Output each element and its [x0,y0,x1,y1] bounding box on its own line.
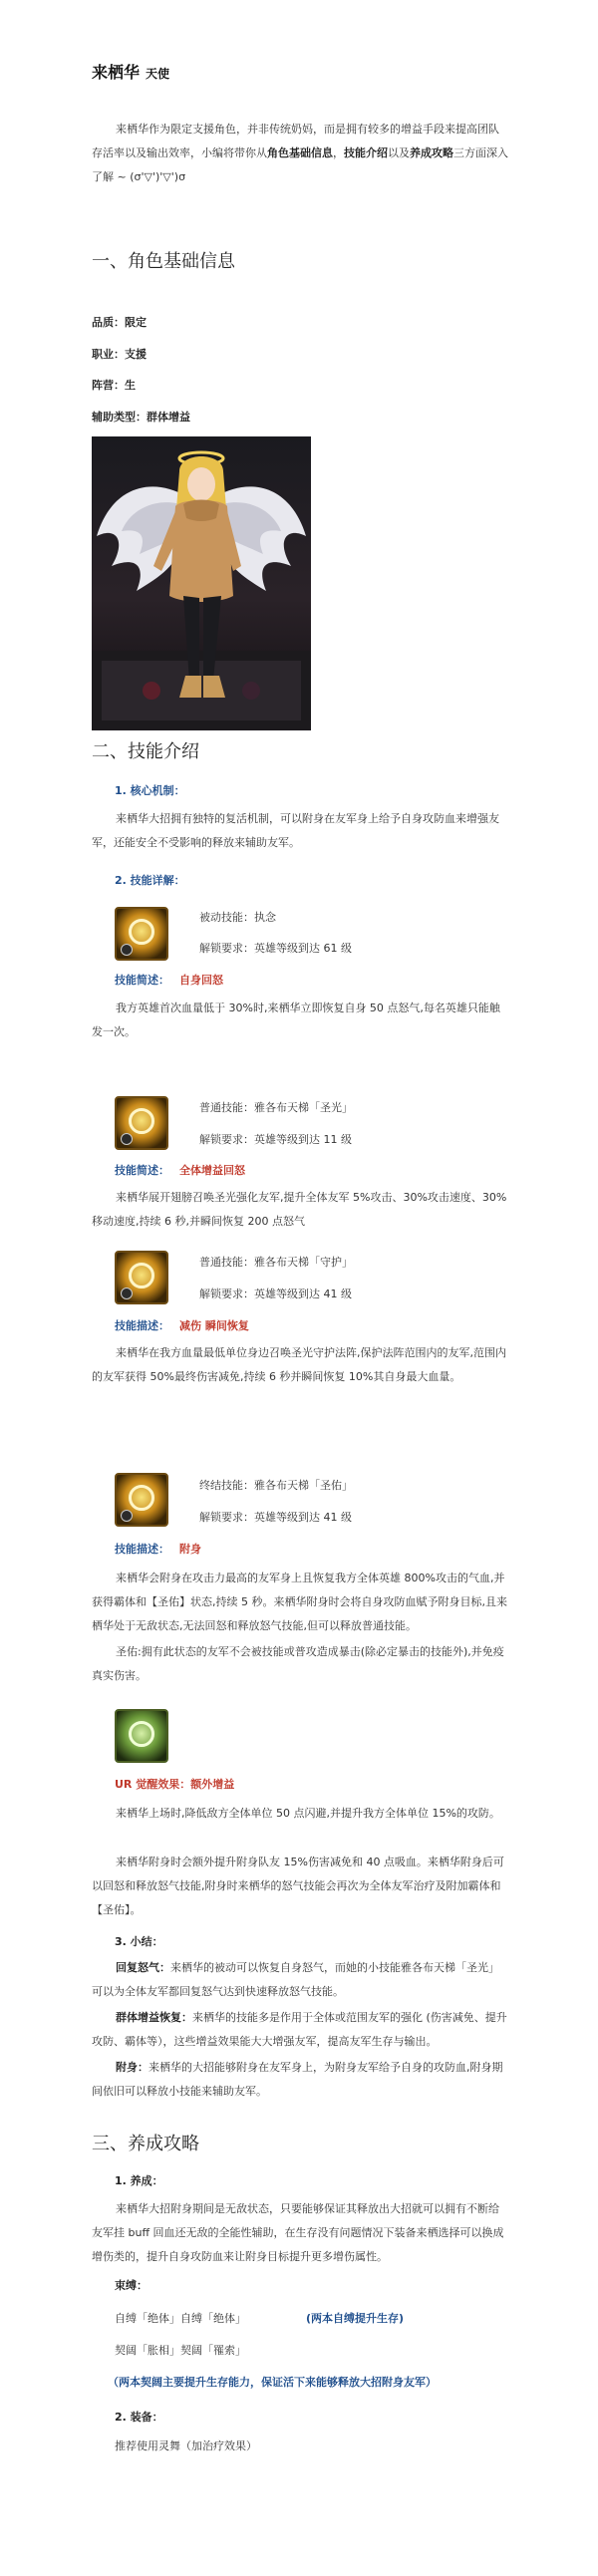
equipment-title: 2. 装备： [115,2411,163,2424]
section-heading-basic: 一、角色基础信息 [92,251,235,272]
intro-text: 来栖华作为限定支援角色，并非传统奶妈，而是拥有较多的增益手段来提高团队存活率以及输出效率，小编将带你从 [92,123,499,159]
intro-sep: 以及 [388,146,410,159]
title-sub: 天使 [146,67,170,81]
guide-cultivate-text: 来栖华大招附身期间是无敌状态，只要能够保证其释放出大招就可以拥有不断给友军挂 buff 回血还无敌的全能性辅助，在生存没有问题情况下装备来栖选择可以换成增伤类的，提升自身攻防血来让附身目标提升更多增伤属性。 [92,2202,504,2263]
ur-awakening-text-2: 来栖华附身时会额外提升附身队友 15%伤害减免和 40 点吸血。来栖华附身后可以回怒和释放怒气技能,附身时来栖华的怒气技能会再次为全体友军治疗及附加霸体和【圣佑】。 [92,1856,504,1916]
meta-support-type: 辅助类型：群体增益 [92,411,190,424]
passive-skill-name: 被动技能：执念 [199,911,276,924]
summary-item-possess: 附身：来栖华的大招能够附身在友军身上，为附身友军给予自身的攻防血,附身期间依旧可以释放小技能来辅助友军。 [92,2061,503,2098]
intro-keyword-basic: 角色基础信息 [267,146,333,159]
normal-skill-1-requirement: 解锁要求：英雄等级到达 11 级 [199,1133,352,1146]
page-title [92,60,169,83]
meta-quality: 品质：限定 [92,316,147,329]
angel-character-illustration [92,436,311,730]
ultimate-skill-name: 终结技能：雅各布天梯「圣佑」 [199,1479,353,1492]
passive-skill-text: 我方英雄首次血量低于 30%时,来栖华立即恢复自身 50 点怒气,每名英雄只能触发一次。 [92,1002,500,1038]
summary-item-anger: 回复怒气：来栖华的被动可以恢复自身怒气，而她的小技能雅各布天梯「圣光」可以为全体友军都回复怒气达到快速释放怒气技能。 [92,1961,499,1998]
skill-detail-title: 2. 技能详解： [115,874,185,887]
normal-skill-1-name: 普通技能：雅各布天梯「圣光」 [199,1101,353,1114]
meta-class: 职业：支援 [92,348,147,361]
ultimate-skill-text-1: 来栖华会附身在攻击力最高的友军身上且恢复我方全体英雄 800%攻击的气血,并获得霸体和【圣佑】状态,持续 5 秒。来栖华附身时会将自身攻防血赋予附身目标,且来栖华处于无敌状态,无法回怒和释放怒气技能,但可以释放普通技能。 [92,1572,507,1632]
core-mechanism-text: 来栖华大招拥有独特的复活机制，可以附身在友军身上给予自身攻防血来增强友军，还能安全不受影响的释放来辅助友军。 [92,812,499,849]
section-heading-skills: 二、技能介绍 [92,741,199,762]
normal-skill-1-brief: 技能简述： 全体增益回怒 [115,1164,245,1177]
ur-awakening-icon [115,1709,168,1763]
meta-faction: 阵营：生 [92,379,136,392]
passive-skill-requirement: 解锁要求：英雄等级到达 61 级 [199,942,352,955]
passive-skill-brief: 技能简述： 自身回怒 [115,974,223,987]
summary-title: 3. 小结： [115,1935,163,1948]
core-mechanism-title: 1. 核心机制： [115,784,185,797]
bond-title: 束缚： [115,2279,148,2292]
ur-awakening-brief: UR 觉醒效果：额外增益 [115,1778,235,1791]
summary-item-buff: 群体增益恢复：来栖华的技能多是作用于全体或范围友军的强化 (伤害减免、提升攻防、霸体等），这些增益效果能大大增强友军，提高友军生存与输出。 [92,2011,507,2048]
character-portrait [92,436,311,730]
bond-note: （两本契阔主要提升生存能力，保证活下来能够释放大招附身友军） [108,2376,437,2389]
ur-awakening-text-1: 来栖华上场时,降低敌方全体单位 50 点闪避,并提升我方全体单位 15%的攻防。 [116,1807,500,1820]
normal-skill-1-text: 来栖华展开翅膀召唤圣光强化友军,提升全体友军 5%攻击、30%攻击速度、30%移动速度,持续 6 秒,并瞬间恢复 200 点怒气 [92,1191,507,1228]
normal-skill-2-name: 普通技能：雅各布天梯「守护」 [199,1256,353,1269]
ultimate-skill-requirement: 解锁要求：英雄等级到达 41 级 [199,1511,352,1524]
section-heading-guide: 三、养成攻略 [92,2134,199,2154]
title-main: 来栖华 [92,63,141,82]
normal-skill-2-brief: 技能描述： 减伤 瞬间恢复 [115,1319,249,1332]
guide-cultivate-title: 1. 养成： [115,2174,163,2187]
intro-paragraph [92,118,508,189]
ultimate-skill-brief: 技能描述： 附身 [115,1543,201,1556]
intro-sep: ， [333,146,344,159]
normal-skill-1-icon [115,1096,168,1150]
intro-keyword-skills: 技能介绍 [344,146,388,159]
normal-skill-2-text: 来栖华在我方血量最低单位身边召唤圣光守护法阵,保护法阵范围内的友军,范围内的友军获得 50%最终伤害减免,持续 6 秒并瞬间恢复 10%其自身最大血量。 [92,1346,506,1383]
normal-skill-2-icon [115,1251,168,1304]
intro-text-end: 三方面深入了解 ~ (σ'▽')'▽')σ [92,146,508,183]
equipment-text: 推荐使用灵舞（加治疗效果） [115,2439,257,2452]
ultimate-skill-icon [115,1473,168,1527]
bond-line-1: 自缚「绝体」自缚「绝体」 (两本自缚提升生存) [115,2312,405,2325]
ultimate-skill-text-2: 圣佑:拥有此状态的友军不会被技能或普攻造成暴击(除必定暴击的技能外),并免疫真实伤害。 [92,1645,504,1682]
passive-skill-icon [115,907,168,961]
intro-keyword-guide: 养成攻略 [410,146,453,159]
bond-line-2: 契阔「胀相」契阔「罹索」 [115,2344,246,2357]
normal-skill-2-requirement: 解锁要求：英雄等级到达 41 级 [199,1288,352,1300]
